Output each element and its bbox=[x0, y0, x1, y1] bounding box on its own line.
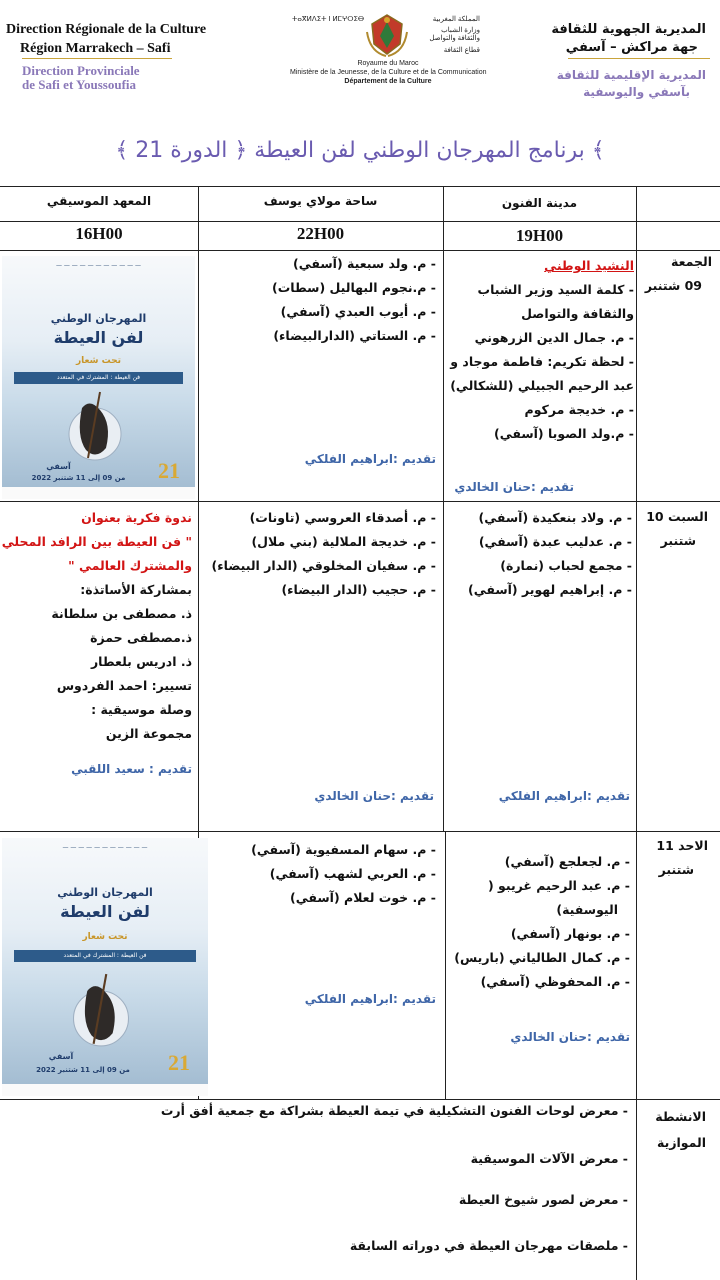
day-saturday-date: شتنبر bbox=[660, 533, 696, 548]
table-border-top bbox=[0, 186, 720, 187]
header-fr-line1: Direction Régionale de la Culture bbox=[6, 22, 207, 37]
day-friday-date: 09 شتنبر bbox=[644, 278, 702, 293]
fri-saha-item: - م. ولد سبعية (آسفي) bbox=[293, 256, 436, 271]
poster-line2: لفن العيطة bbox=[53, 328, 144, 347]
fri-saha-item: - م.نجوم البهاليل (سطات) bbox=[272, 280, 436, 295]
parallel-cell bbox=[471, 1147, 628, 1171]
table-col-line-2b bbox=[445, 831, 446, 1099]
sat-mahad-item: وصلة موسيقية : bbox=[91, 702, 192, 717]
poster-dates: من 09 إلى 11 شتنبر 2022 bbox=[36, 1066, 130, 1074]
day-friday-name: الجمعة bbox=[670, 254, 712, 269]
festival-poster: — — — — — — — — — — — المهرجان الوطني لفن العيطة تحت شعار فن العيطة : المشترك في المتعدد آسفي من 09 إلى 11 شتنبر 2022 21 bbox=[2, 256, 195, 499]
fri-madina-item: - لحظة تكريم: فاطمة موجاد و bbox=[450, 354, 634, 369]
sat-saha-item: - م. أصدقاء العروسي (تاونات) bbox=[249, 510, 436, 525]
table-row-divider-2 bbox=[0, 831, 720, 832]
sat-mahad-item: مجموعة الزين bbox=[105, 726, 192, 741]
header-center-fr2: Ministère de la Jeunesse, de la Culture et de la Communication bbox=[290, 69, 487, 76]
header-center-fr3: Département de la Culture bbox=[344, 78, 432, 85]
sat-mahad-item: بمشاركة الأساتذة: bbox=[80, 582, 192, 597]
header-rule-left bbox=[22, 58, 172, 59]
parallel-cell bbox=[459, 1188, 628, 1212]
parallel-item: - معرض لوحات الفنون التشكيلية في تيمة العيطة بشراكة مع جمعية أفق أرت bbox=[160, 1103, 628, 1118]
time-madina: 19H00 bbox=[515, 226, 564, 245]
sun-madina-item: - م. عبد الرحيم غريبو ( bbox=[487, 878, 630, 893]
page-title: ﴾ برنامج المهرجان الوطني لفن العيطة ﴿ الدورة 21 ﴾ bbox=[115, 138, 605, 163]
fri-madina-item: - كلمة السيد وزير الشباب bbox=[477, 282, 634, 297]
header-center-ar: المملكة المغربية bbox=[432, 16, 480, 23]
fri-madina-item: عبد الرحيم الجبيلي (للشكالي) bbox=[450, 378, 634, 393]
day-friday bbox=[645, 250, 712, 298]
sun-madina-item: - م. لجعلجع (آسفي) bbox=[504, 854, 630, 869]
fri-madina-item: - م. جمال الدين الزرهوني bbox=[474, 330, 634, 345]
col-header-madina: مدينة الفنون bbox=[501, 196, 578, 210]
header-ar-line4: بآسفي واليوسفية bbox=[583, 85, 690, 99]
sun-saha-host: تقديم :ابراهيم الفلكي bbox=[304, 992, 436, 1006]
sat-madina-item: - مجمع لحباب (نمارة) bbox=[500, 558, 632, 573]
header-center-fr1: Royaume du Maroc bbox=[357, 60, 419, 67]
header-fr-line2: Région Marrakech – Safi bbox=[20, 41, 171, 56]
violin-icon bbox=[64, 968, 138, 1052]
table-col-line-2 bbox=[443, 186, 444, 831]
sun-madina-host: تقديم :حنان الخالدي bbox=[510, 1030, 630, 1044]
parallel-cell bbox=[350, 1234, 628, 1258]
header-center-ar2: وزارة الشباب والثقافة والتواصل bbox=[429, 27, 480, 42]
fri-saha-item: - م. أيوب العبدي (آسفي) bbox=[280, 304, 436, 319]
fri-madina-item: - م. خديجة مركوم bbox=[524, 402, 634, 417]
header-rule-right bbox=[568, 58, 710, 59]
poster-dates: من 09 إلى 11 شتنبر 2022 bbox=[31, 474, 126, 482]
sat-madina-cell bbox=[468, 506, 632, 602]
day-sunday bbox=[656, 834, 708, 882]
time-saha: 22H00 bbox=[296, 224, 345, 243]
day-sunday-name: الاحد 11 bbox=[656, 838, 708, 853]
sun-madina-item: - م. كمال الطالياني (باريس) bbox=[454, 950, 630, 965]
day-parallel bbox=[655, 1104, 706, 1156]
fri-saha-cell bbox=[272, 252, 436, 348]
sat-saha-cell bbox=[212, 506, 436, 602]
time-mahad: 16H00 bbox=[75, 224, 123, 243]
fri-madina-item: والثقافة والتواصل bbox=[521, 306, 634, 321]
symposium-title-3: والمشترك العالمي " bbox=[68, 558, 192, 573]
header-ar-line1: المديرية الجهوية للثقافة bbox=[551, 22, 706, 37]
symposium-title-2: " فن العيطة بين الرافد المحلي bbox=[1, 534, 192, 549]
poster-line4: فن العيطة : المشترك في المتعدد bbox=[14, 372, 183, 384]
fri-madina-item: - م.ولد الصوبا (آسفي) bbox=[493, 426, 634, 441]
poster-line2: لفن العيطة bbox=[60, 902, 150, 921]
sun-saha-item: - م. سهام المسفيوية (آسفي) bbox=[251, 842, 436, 857]
sat-madina-item: - م. عدليب عبدة (آسفي) bbox=[478, 534, 632, 549]
header-amazigh: ⵜⴰⴳⵍⴷⵉⵜ ⵏ ⵍⵎⵖⵔⵉⴱ bbox=[292, 16, 365, 23]
col-header-mahad: المعهد الموسيقي bbox=[46, 194, 152, 208]
table-header-divider bbox=[0, 221, 720, 222]
header-ar-line2: جهة مراكش – آسفي bbox=[565, 40, 698, 55]
sun-madina-cell bbox=[454, 850, 630, 994]
sat-mahad-host: تقديم : سعيد اللقبي bbox=[71, 762, 192, 776]
sat-mahad-cell bbox=[2, 506, 192, 746]
violin-icon bbox=[60, 388, 130, 464]
festival-poster: — — — — — — — — — — — المهرجان الوطني لفن العيطة تحت شعار فن العيطة : المشترك في المتعدد آسفي من 09 إلى 11 شتنبر 2022 21 bbox=[2, 838, 208, 1096]
fri-saha-item: - م. الستاتي (الدارالبيضاء) bbox=[273, 328, 436, 343]
sat-madina-item: - م. ولاد بنعكيدة (آسفي) bbox=[478, 510, 632, 525]
fri-madina-cell bbox=[450, 254, 634, 446]
parallel-item: - معرض لصور شيوخ العيطة bbox=[458, 1192, 628, 1207]
sat-saha-host: تقديم :حنان الخالدي bbox=[314, 789, 434, 803]
parallel-label-1: الانشطة bbox=[655, 1109, 706, 1124]
fri-anthem: النشيد الوطني bbox=[544, 258, 634, 273]
sat-madina-host: تقديم :ابراهيم الفلكي bbox=[498, 789, 630, 803]
sun-madina-item: اليوسفية) bbox=[556, 902, 618, 917]
symposium-title: ندوة فكرية بعنوان bbox=[81, 510, 192, 525]
sat-mahad-item: ذ. مصطفى بن سلطانة bbox=[51, 606, 192, 621]
poster-logos-strip bbox=[2, 487, 195, 499]
poster-line1: المهرجان الوطني bbox=[57, 886, 153, 899]
table-time-divider bbox=[0, 250, 720, 251]
sun-madina-item: - م. المحفوظي (آسفي) bbox=[480, 974, 630, 989]
day-saturday bbox=[646, 505, 708, 553]
poster-logos-strip bbox=[2, 1084, 208, 1096]
poster-line1: المهرجان الوطني bbox=[50, 312, 147, 325]
sat-mahad-item: ذ. ادريس بلعطار bbox=[90, 654, 192, 669]
poster-city: آسفي bbox=[46, 462, 71, 471]
sat-mahad-item: ذ.مصطفى حمزة bbox=[90, 630, 192, 645]
sun-madina-item: - م. بونهار (آسفي) bbox=[510, 926, 630, 941]
coat-of-arms-icon bbox=[364, 12, 410, 58]
sat-madina-item: - م. إبراهيم لهوير (آسفي) bbox=[467, 582, 632, 597]
table-row-divider-1 bbox=[0, 501, 720, 502]
poster-line3: تحت شعار bbox=[82, 932, 128, 942]
day-sunday-date: شتنبر bbox=[658, 862, 694, 877]
parallel-item: - معرض الآلات الموسيقية bbox=[470, 1151, 628, 1166]
day-saturday-name: السبت 10 bbox=[646, 509, 708, 524]
poster-city: آسفي bbox=[48, 1052, 74, 1061]
header-ar-line3: المديرية الإقليمية للثقافة bbox=[556, 68, 706, 82]
poster-line3: تحت شعار bbox=[75, 356, 122, 366]
sun-saha-item: - م. العربي لشهب (آسفي) bbox=[269, 866, 436, 881]
parallel-item: - ملصقات مهرجان العيطة في دوراته السابقة bbox=[349, 1238, 628, 1253]
sun-saha-item: - م. خوت لعلام (آسفي) bbox=[290, 890, 436, 905]
header-fr-line4: de Safi et Youssoufia bbox=[22, 77, 137, 92]
parallel-cell bbox=[161, 1100, 628, 1122]
fri-madina-host: تقديم :حنان الخالدي bbox=[454, 480, 574, 494]
sat-saha-item: - م. سفيان المخلوقي (الدار البيضاء) bbox=[211, 558, 436, 573]
header-center-ar3: قطاع الثقافة bbox=[443, 47, 480, 54]
sat-saha-item: - م. خديجة الملالية (بني ملال) bbox=[251, 534, 436, 549]
col-header-saha: ساحة مولاي يوسف bbox=[263, 194, 378, 208]
fri-saha-host: تقديم :ابراهيم الفلكي bbox=[304, 452, 436, 466]
header-fr-line3: Direction Provinciale bbox=[22, 63, 140, 78]
sat-mahad-item: تسيير: احمد الفردوس bbox=[56, 678, 192, 693]
parallel-label-2: الموازية bbox=[657, 1135, 706, 1150]
sun-saha-cell bbox=[251, 838, 436, 910]
sat-saha-item: - م. حجيب (الدار البيضاء) bbox=[281, 582, 436, 597]
poster-line4: فن العيطة : المشترك في المتعدد bbox=[14, 950, 196, 962]
poster-edition: 21 bbox=[168, 1050, 190, 1075]
poster-edition: 21 bbox=[158, 458, 180, 483]
table-col-line-3 bbox=[636, 186, 637, 1280]
